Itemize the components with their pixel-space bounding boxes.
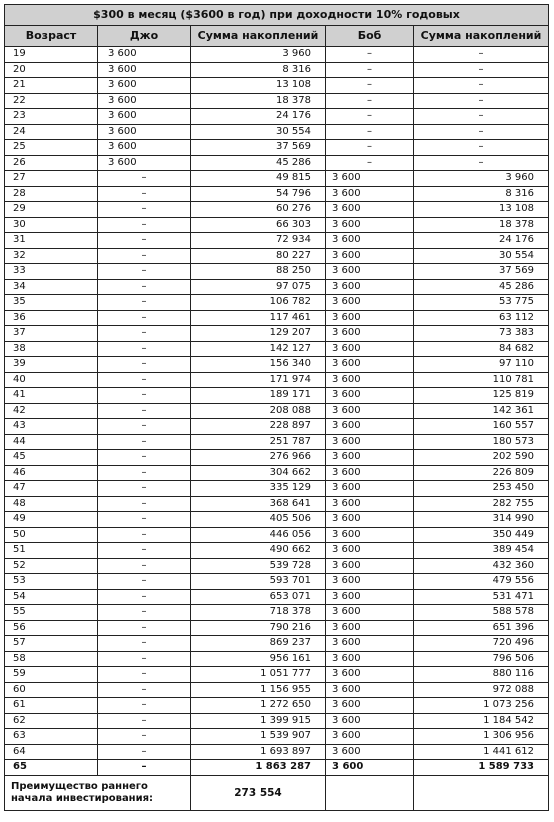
cell-age: 33	[5, 264, 98, 280]
cell-joe-contribution: –	[98, 527, 191, 543]
cell-bob-savings: 531 471	[414, 589, 549, 605]
cell-bob-contribution: 3 600	[326, 357, 414, 373]
column-header-row	[5, 26, 549, 47]
header-joe: Джо	[98, 26, 191, 47]
cell-joe-savings: 956 161	[191, 651, 326, 667]
cell-joe-contribution: –	[98, 589, 191, 605]
cell-bob-contribution: 3 600	[326, 233, 414, 249]
cell-joe-contribution: –	[98, 481, 191, 497]
cell-bob-contribution: 3 600	[326, 248, 414, 264]
cell-age: 22	[5, 93, 98, 109]
cell-bob-contribution: 3 600	[326, 419, 414, 435]
cell-bob-savings: 110 781	[414, 372, 549, 388]
table-row	[5, 403, 549, 419]
cell-age: 60	[5, 682, 98, 698]
cell-bob-contribution: 3 600	[326, 202, 414, 218]
cell-joe-contribution: –	[98, 512, 191, 528]
cell-joe-savings: 8 316	[191, 62, 326, 78]
cell-bob-savings: –	[414, 109, 549, 125]
cell-age: 27	[5, 171, 98, 187]
cell-joe-contribution: –	[98, 605, 191, 621]
cell-bob-savings: 314 990	[414, 512, 549, 528]
cell-bob-savings: –	[414, 140, 549, 156]
cell-bob-savings: 18 378	[414, 217, 549, 233]
table-row	[5, 558, 549, 574]
cell-age: 46	[5, 465, 98, 481]
cell-bob-contribution: 3 600	[326, 264, 414, 280]
cell-age: 62	[5, 713, 98, 729]
header-age: Возраст	[5, 26, 98, 47]
cell-joe-contribution: –	[98, 264, 191, 280]
cell-joe-contribution: –	[98, 403, 191, 419]
cell-bob-savings: 73 383	[414, 326, 549, 342]
cell-bob-contribution: 3 600	[326, 636, 414, 652]
table-row	[5, 574, 549, 590]
table-row	[5, 93, 549, 109]
cell-bob-contribution: 3 600	[326, 186, 414, 202]
cell-age: 39	[5, 357, 98, 373]
table-row	[5, 605, 549, 621]
cell-joe-contribution: 3 600	[98, 109, 191, 125]
cell-age: 23	[5, 109, 98, 125]
header-bob: Боб	[326, 26, 414, 47]
cell-bob-savings: 282 755	[414, 496, 549, 512]
cell-bob-savings: 1 184 542	[414, 713, 549, 729]
cell-bob-savings: 30 554	[414, 248, 549, 264]
cell-bob-savings: 389 454	[414, 543, 549, 559]
cell-bob-savings: 1 073 256	[414, 698, 549, 714]
cell-age: 53	[5, 574, 98, 590]
cell-joe-savings: 171 974	[191, 372, 326, 388]
savings-comparison-table	[4, 4, 549, 811]
table-row	[5, 248, 549, 264]
cell-joe-contribution: –	[98, 620, 191, 636]
table-row	[5, 698, 549, 714]
table-row	[5, 109, 549, 125]
cell-bob-savings: –	[414, 78, 549, 94]
cell-age: 21	[5, 78, 98, 94]
total-row	[5, 760, 549, 776]
cell-joe-contribution: –	[98, 651, 191, 667]
table-row	[5, 140, 549, 156]
cell-age: 44	[5, 434, 98, 450]
cell-age: 42	[5, 403, 98, 419]
cell-joe-savings: 1 051 777	[191, 667, 326, 683]
cell-age: 47	[5, 481, 98, 497]
table-row	[5, 636, 549, 652]
cell-age: 36	[5, 310, 98, 326]
cell-bob-contribution: 3 600	[326, 341, 414, 357]
cell-bob-contribution: 3 600	[326, 744, 414, 760]
cell-age: 49	[5, 512, 98, 528]
cell-joe-contribution: –	[98, 636, 191, 652]
cell-age: 28	[5, 186, 98, 202]
cell-joe-savings: 80 227	[191, 248, 326, 264]
cell-bob-savings: 1 306 956	[414, 729, 549, 745]
cell-joe-contribution: –	[98, 233, 191, 249]
cell-age: 31	[5, 233, 98, 249]
table-row	[5, 682, 549, 698]
cell-bob-savings: 972 088	[414, 682, 549, 698]
table-row	[5, 667, 549, 683]
cell-bob-contribution: 3 600	[326, 682, 414, 698]
table-row	[5, 434, 549, 450]
table-row	[5, 310, 549, 326]
cell-age: 51	[5, 543, 98, 559]
cell-age: 43	[5, 419, 98, 435]
cell-bob-savings: 13 108	[414, 202, 549, 218]
cell-joe-contribution: –	[98, 682, 191, 698]
cell-bob-savings: 142 361	[414, 403, 549, 419]
cell-joe-contribution: –	[98, 217, 191, 233]
cell-joe-savings: 66 303	[191, 217, 326, 233]
cell-joe-savings: 1 399 915	[191, 713, 326, 729]
cell-joe-savings: 405 506	[191, 512, 326, 528]
cell-joe-contribution: –	[98, 496, 191, 512]
cell-joe-savings: 45 286	[191, 155, 326, 171]
cell-joe-contribution: –	[98, 558, 191, 574]
cell-bob-savings: 796 506	[414, 651, 549, 667]
cell-age: 25	[5, 140, 98, 156]
table-row	[5, 496, 549, 512]
table-row	[5, 155, 549, 171]
cell-joe-contribution: –	[98, 574, 191, 590]
cell-joe-savings: 304 662	[191, 465, 326, 481]
cell-bob-savings: 350 449	[414, 527, 549, 543]
table-row	[5, 295, 549, 311]
table-body	[5, 47, 549, 811]
cell-bob-savings: 84 682	[414, 341, 549, 357]
table-title-row	[5, 5, 549, 26]
cell-bob-contribution: –	[326, 124, 414, 140]
cell-joe-savings: 869 237	[191, 636, 326, 652]
table-row	[5, 620, 549, 636]
cell-bob-contribution: 3 600	[326, 295, 414, 311]
cell-joe-contribution: 3 600	[98, 155, 191, 171]
cell-joe-savings: 37 569	[191, 140, 326, 156]
cell-bob-contribution: –	[326, 62, 414, 78]
cell-bob-savings: –	[414, 93, 549, 109]
cell-joe-savings: 276 966	[191, 450, 326, 466]
cell-joe-savings: 97 075	[191, 279, 326, 295]
cell-joe-savings: 129 207	[191, 326, 326, 342]
cell-bob-savings: 37 569	[414, 264, 549, 280]
table-row	[5, 465, 549, 481]
cell-bob-contribution: 3 600	[326, 279, 414, 295]
cell-joe-savings: 1 272 650	[191, 698, 326, 714]
cell-bob-contribution: –	[326, 47, 414, 63]
cell-joe-savings: 718 378	[191, 605, 326, 621]
cell-bob-contribution: 3 600	[326, 450, 414, 466]
cell-bob-savings: 880 116	[414, 667, 549, 683]
table-row	[5, 419, 549, 435]
cell-bob-contribution: 3 600	[326, 388, 414, 404]
cell-bob-contribution: 3 600	[326, 667, 414, 683]
table-row	[5, 543, 549, 559]
table-row	[5, 341, 549, 357]
cell-joe-savings: 24 176	[191, 109, 326, 125]
cell-joe-savings: 1 539 907	[191, 729, 326, 745]
cell-bob-savings: 3 960	[414, 171, 549, 187]
cell-joe-contribution: –	[98, 357, 191, 373]
table-row	[5, 217, 549, 233]
cell-joe-contribution: 3 600	[98, 78, 191, 94]
cell-bob-savings: 432 360	[414, 558, 549, 574]
cell-bob-contribution: 3 600	[326, 496, 414, 512]
cell-age: 61	[5, 698, 98, 714]
header-joe-savings: Сумма накоплений	[191, 26, 326, 47]
cell-bob-contribution: 3 600	[326, 465, 414, 481]
cell-bob-contribution: 3 600	[326, 372, 414, 388]
cell-joe-savings: 88 250	[191, 264, 326, 280]
cell-bob-contribution: 3 600	[326, 589, 414, 605]
cell-joe-contribution: 3 600	[98, 62, 191, 78]
table-row	[5, 651, 549, 667]
table-row	[5, 729, 549, 745]
cell-joe-contribution: –	[98, 450, 191, 466]
cell-joe-savings: 446 056	[191, 527, 326, 543]
cell-bob-contribution: 3 600	[326, 310, 414, 326]
cell-bob-contribution: 3 600	[326, 605, 414, 621]
cell-joe-contribution: –	[98, 372, 191, 388]
advantage-value: 273 554	[191, 775, 326, 810]
cell-age: 30	[5, 217, 98, 233]
cell-joe-contribution: –	[98, 248, 191, 264]
cell-age: 19	[5, 47, 98, 63]
savings-table-container	[4, 4, 548, 811]
table-row	[5, 202, 549, 218]
cell-bob-savings: 1 589 733	[414, 760, 549, 776]
cell-joe-contribution: –	[98, 434, 191, 450]
cell-joe-savings: 790 216	[191, 620, 326, 636]
cell-bob-savings: 253 450	[414, 481, 549, 497]
cell-joe-contribution: –	[98, 202, 191, 218]
cell-joe-savings: 1 863 287	[191, 760, 326, 776]
cell-age: 35	[5, 295, 98, 311]
table-row	[5, 186, 549, 202]
cell-age: 29	[5, 202, 98, 218]
cell-bob-savings: 8 316	[414, 186, 549, 202]
cell-bob-contribution: 3 600	[326, 729, 414, 745]
cell-age: 32	[5, 248, 98, 264]
cell-joe-savings: 117 461	[191, 310, 326, 326]
cell-joe-contribution: –	[98, 760, 191, 776]
table-row	[5, 589, 549, 605]
table-row	[5, 326, 549, 342]
cell-joe-savings: 30 554	[191, 124, 326, 140]
cell-joe-contribution: –	[98, 729, 191, 745]
cell-bob-contribution: 3 600	[326, 434, 414, 450]
cell-joe-contribution: –	[98, 171, 191, 187]
cell-joe-savings: 54 796	[191, 186, 326, 202]
cell-age: 48	[5, 496, 98, 512]
cell-joe-contribution: –	[98, 713, 191, 729]
cell-joe-contribution: 3 600	[98, 93, 191, 109]
cell-bob-contribution: 3 600	[326, 326, 414, 342]
cell-age: 41	[5, 388, 98, 404]
cell-bob-contribution: –	[326, 78, 414, 94]
cell-bob-contribution: 3 600	[326, 481, 414, 497]
cell-joe-contribution: –	[98, 698, 191, 714]
cell-joe-savings: 539 728	[191, 558, 326, 574]
cell-joe-contribution: 3 600	[98, 140, 191, 156]
cell-bob-savings: 125 819	[414, 388, 549, 404]
cell-joe-contribution: –	[98, 744, 191, 760]
cell-age: 63	[5, 729, 98, 745]
cell-joe-contribution: –	[98, 295, 191, 311]
header-bob-savings: Сумма накоплений	[414, 26, 549, 47]
table-row	[5, 481, 549, 497]
cell-bob-contribution: 3 600	[326, 620, 414, 636]
cell-joe-savings: 142 127	[191, 341, 326, 357]
cell-bob-contribution: 3 600	[326, 403, 414, 419]
cell-joe-contribution: 3 600	[98, 124, 191, 140]
cell-age: 40	[5, 372, 98, 388]
table-row	[5, 124, 549, 140]
cell-joe-savings: 49 815	[191, 171, 326, 187]
table-row	[5, 233, 549, 249]
cell-age: 37	[5, 326, 98, 342]
cell-age: 59	[5, 667, 98, 683]
table-row	[5, 171, 549, 187]
cell-age: 45	[5, 450, 98, 466]
cell-joe-contribution: –	[98, 341, 191, 357]
cell-bob-contribution: –	[326, 93, 414, 109]
table-row	[5, 357, 549, 373]
cell-joe-savings: 106 782	[191, 295, 326, 311]
table-row	[5, 62, 549, 78]
cell-bob-contribution: 3 600	[326, 512, 414, 528]
cell-joe-savings: 189 171	[191, 388, 326, 404]
cell-bob-savings: –	[414, 62, 549, 78]
cell-joe-savings: 208 088	[191, 403, 326, 419]
cell-joe-savings: 368 641	[191, 496, 326, 512]
table-row	[5, 744, 549, 760]
table-row	[5, 279, 549, 295]
cell-age: 24	[5, 124, 98, 140]
cell-joe-savings: 653 071	[191, 589, 326, 605]
advantage-row	[5, 775, 549, 810]
cell-joe-savings: 228 897	[191, 419, 326, 435]
cell-age: 64	[5, 744, 98, 760]
table-row	[5, 372, 549, 388]
cell-joe-savings: 156 340	[191, 357, 326, 373]
cell-bob-savings: 651 396	[414, 620, 549, 636]
cell-bob-savings: 180 573	[414, 434, 549, 450]
cell-joe-savings: 60 276	[191, 202, 326, 218]
advantage-label: Преимущество раннего начала инвестирования:	[5, 775, 191, 810]
table-row	[5, 527, 549, 543]
cell-joe-savings: 1 156 955	[191, 682, 326, 698]
cell-bob-savings: 202 590	[414, 450, 549, 466]
cell-bob-contribution: 3 600	[326, 713, 414, 729]
cell-joe-savings: 335 129	[191, 481, 326, 497]
cell-joe-contribution: –	[98, 419, 191, 435]
table-row	[5, 450, 549, 466]
cell-joe-savings: 13 108	[191, 78, 326, 94]
cell-bob-savings: 160 557	[414, 419, 549, 435]
cell-joe-contribution: –	[98, 465, 191, 481]
cell-bob-savings: 24 176	[414, 233, 549, 249]
cell-bob-savings: 588 578	[414, 605, 549, 621]
cell-bob-savings: 97 110	[414, 357, 549, 373]
cell-age: 58	[5, 651, 98, 667]
table-row	[5, 47, 549, 63]
cell-age: 65	[5, 760, 98, 776]
cell-age: 34	[5, 279, 98, 295]
cell-bob-savings: 226 809	[414, 465, 549, 481]
cell-age: 38	[5, 341, 98, 357]
cell-bob-contribution: 3 600	[326, 171, 414, 187]
cell-joe-savings: 3 960	[191, 47, 326, 63]
cell-bob-savings: 479 556	[414, 574, 549, 590]
cell-bob-savings: –	[414, 124, 549, 140]
cell-joe-savings: 18 378	[191, 93, 326, 109]
cell-age: 50	[5, 527, 98, 543]
cell-age: 20	[5, 62, 98, 78]
cell-joe-savings: 1 693 897	[191, 744, 326, 760]
cell-joe-contribution: –	[98, 326, 191, 342]
empty-cell	[414, 775, 549, 810]
cell-bob-savings: –	[414, 47, 549, 63]
cell-bob-contribution: 3 600	[326, 527, 414, 543]
cell-joe-contribution: –	[98, 279, 191, 295]
table-row	[5, 264, 549, 280]
cell-age: 55	[5, 605, 98, 621]
cell-joe-contribution: –	[98, 186, 191, 202]
table-row	[5, 78, 549, 94]
table-title: $300 в месяц ($3600 в год) при доходности 10% годовых	[5, 5, 549, 26]
cell-joe-contribution: –	[98, 310, 191, 326]
cell-bob-savings: 1 441 612	[414, 744, 549, 760]
cell-age: 57	[5, 636, 98, 652]
cell-bob-savings: –	[414, 155, 549, 171]
table-row	[5, 388, 549, 404]
table-row	[5, 512, 549, 528]
cell-bob-contribution: 3 600	[326, 217, 414, 233]
cell-bob-contribution: –	[326, 109, 414, 125]
cell-bob-contribution: –	[326, 155, 414, 171]
cell-age: 54	[5, 589, 98, 605]
cell-joe-contribution: –	[98, 543, 191, 559]
cell-bob-contribution: 3 600	[326, 651, 414, 667]
cell-joe-savings: 72 934	[191, 233, 326, 249]
cell-bob-contribution: –	[326, 140, 414, 156]
table-row	[5, 713, 549, 729]
cell-age: 26	[5, 155, 98, 171]
cell-joe-contribution: –	[98, 667, 191, 683]
cell-bob-contribution: 3 600	[326, 698, 414, 714]
cell-joe-contribution: 3 600	[98, 47, 191, 63]
cell-age: 56	[5, 620, 98, 636]
cell-bob-contribution: 3 600	[326, 558, 414, 574]
cell-joe-savings: 490 662	[191, 543, 326, 559]
cell-bob-savings: 53 775	[414, 295, 549, 311]
cell-age: 52	[5, 558, 98, 574]
cell-bob-contribution: 3 600	[326, 760, 414, 776]
cell-bob-savings: 45 286	[414, 279, 549, 295]
cell-joe-savings: 251 787	[191, 434, 326, 450]
cell-bob-contribution: 3 600	[326, 574, 414, 590]
cell-joe-savings: 593 701	[191, 574, 326, 590]
cell-bob-savings: 720 496	[414, 636, 549, 652]
cell-bob-savings: 63 112	[414, 310, 549, 326]
cell-joe-contribution: –	[98, 388, 191, 404]
cell-bob-contribution: 3 600	[326, 543, 414, 559]
empty-cell	[326, 775, 414, 810]
